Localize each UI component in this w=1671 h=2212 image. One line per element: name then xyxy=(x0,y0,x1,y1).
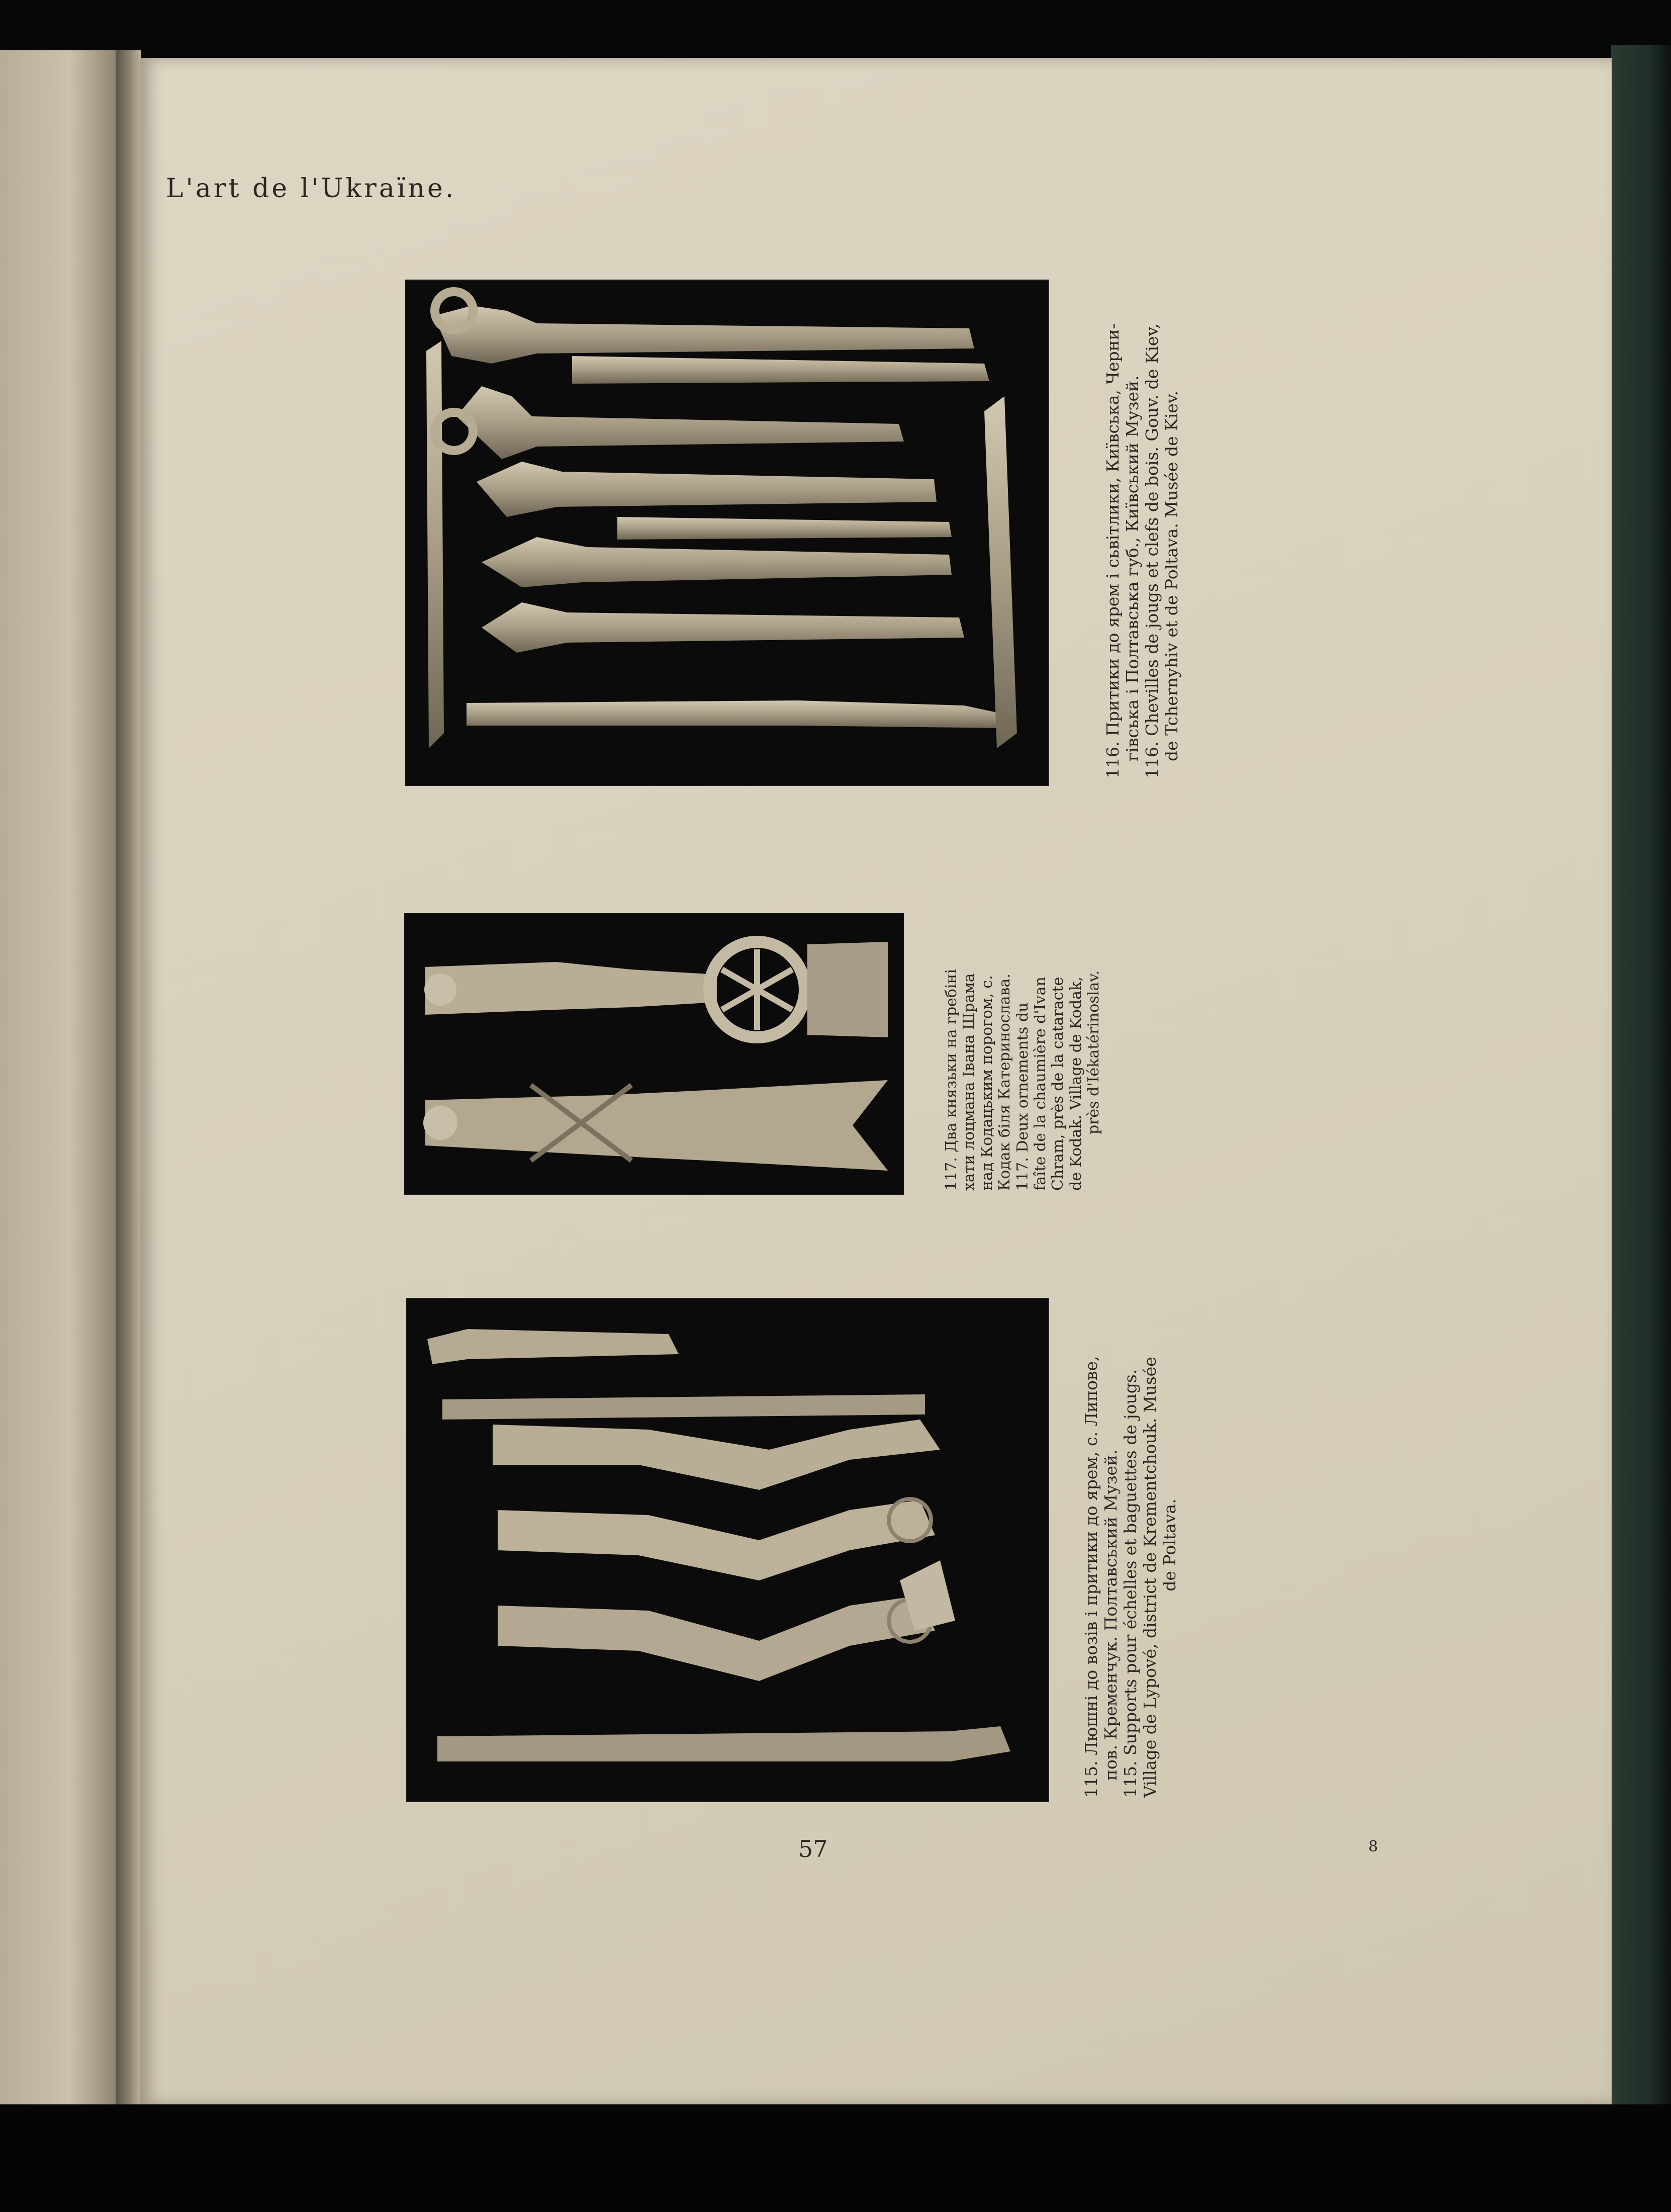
left-page-edge xyxy=(0,50,116,2104)
caption-117-fr-line-1: 117. Deux ornements du xyxy=(1013,1002,1032,1191)
photo-plate-115-ladder-supports xyxy=(407,1299,1048,1801)
page-number: 57 xyxy=(798,1835,828,1863)
caption-115-fr-line-2: Village de Lypové, district de Krementchouk. Musée xyxy=(1140,1357,1160,1798)
caption-117-ua-line-4: Кодак біля Катеринослава. xyxy=(996,974,1014,1191)
caption-figure-115 xyxy=(1082,1292,1180,1798)
caption-116-fr-line-1: 116. Chevilles de jougs et clefs de bois. Gouv. de Kiev, xyxy=(1142,323,1162,778)
caption-figure-116 xyxy=(1103,276,1182,778)
running-header: L'art de l'Ukraïne. xyxy=(166,173,456,204)
sheet-signature-number: 8 xyxy=(1368,1838,1378,1855)
caption-115-ua-line-1: 115. Люшні до возів і притики до ярем, с. Липове, xyxy=(1081,1356,1101,1798)
caption-117-fr-line-5: près d'Iékatérinoslav. xyxy=(1085,970,1103,1135)
caption-figure-117 xyxy=(943,914,1103,1191)
caption-117-fr-line-3: Chram, près de la cataracte xyxy=(1049,977,1067,1191)
caption-117-fr-line-4: de Kodak. Village de Kodak, xyxy=(1067,977,1085,1191)
caption-115-fr-line-1: 115. Supports pour échelles et baguettes de jougs. xyxy=(1120,1369,1140,1798)
photo-plate-116-pegs-and-keys xyxy=(406,281,1048,785)
book-cover-edge xyxy=(1611,45,1671,2132)
caption-116-ua-line-2: гівська і Полтавська губ., Київський Музей. xyxy=(1122,375,1142,761)
photo-plate-117-roof-ornaments xyxy=(405,914,903,1194)
caption-117-ua-line-3: над Кодацьким порогом, с. xyxy=(978,975,996,1191)
caption-115-ua-line-2: пов. Кременчук. Полтавський Музей. xyxy=(1100,1449,1121,1781)
caption-115-fr-line-3: de Poltava. xyxy=(1159,1498,1179,1591)
caption-117-ua-line-1: 117. Два князьки на гребіні xyxy=(943,968,960,1191)
book-gutter xyxy=(116,50,141,2104)
caption-116-ua-line-1: 116. Притики до ярем і сьвітлики, Київська, Черни- xyxy=(1103,323,1123,778)
caption-116-fr-line-2: de Tchernyhiv et de Poltava. Musée de Kiev. xyxy=(1161,390,1181,761)
background-bottom xyxy=(0,2104,1671,2212)
caption-117-fr-line-2: faîte de la chaumière d'Ivan xyxy=(1031,977,1049,1191)
caption-117-ua-line-2: хати лоцмана Івана Шрама xyxy=(960,973,978,1191)
